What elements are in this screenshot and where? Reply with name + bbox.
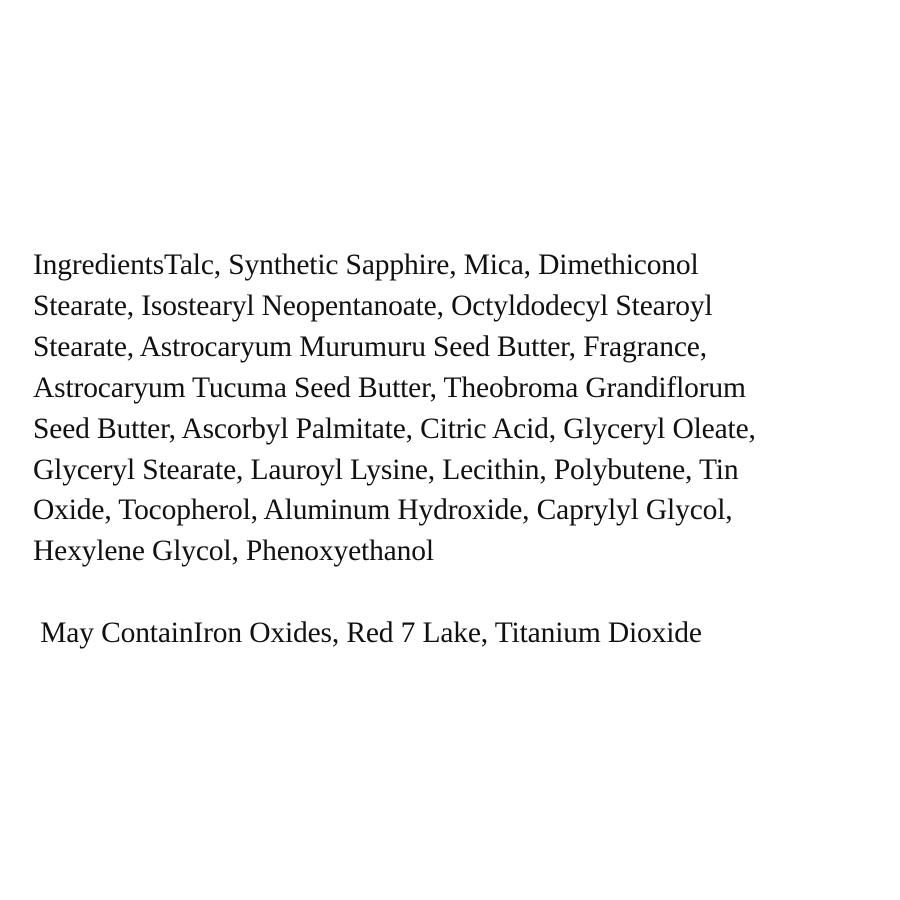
may-contain-paragraph: May ContainIron Oxides, Red 7 Lake, Titanium Dioxide [33,617,702,649]
ingredients-paragraph [33,245,883,572]
ingredients-line: Stearate, Astrocaryum Murumuru Seed Butter, Fragrance, [33,330,707,363]
ingredients-line: Seed Butter, Ascorbyl Palmitate, Citric Acid, Glyceryl Oleate, [33,412,756,445]
ingredients-line: Hexylene Glycol, Phenoxyethanol [33,535,434,568]
ingredients-line: Oxide, Tocopherol, Aluminum Hydroxide, Caprylyl Glycol, [33,494,733,527]
ingredients-line: Stearate, Isostearyl Neopentanoate, Octyldodecyl Stearoyl [33,289,713,322]
ingredients-line: IngredientsTalc, Synthetic Sapphire, Mica, Dimethiconol [33,249,699,281]
ingredients-line: Astrocaryum Tucuma Seed Butter, Theobroma Grandiflorum [33,371,746,404]
ingredients-line: Glyceryl Stearate, Lauroyl Lysine, Lecithin, Polybutene, Tin [33,453,739,486]
